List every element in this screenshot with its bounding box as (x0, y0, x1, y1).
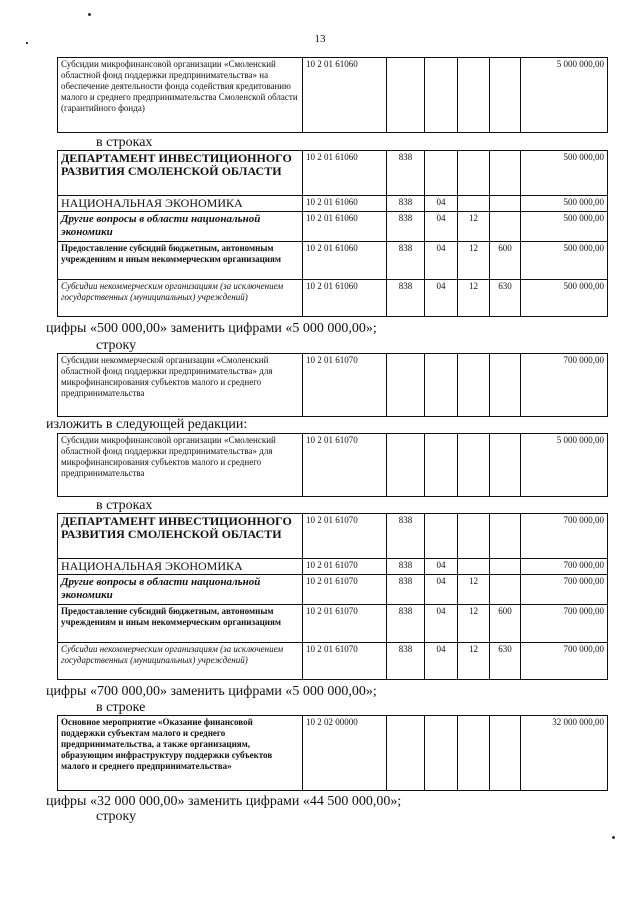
row-grbs: 838 (387, 242, 425, 280)
row-grbs (387, 58, 425, 133)
text-stroku: строку (96, 338, 137, 353)
page-number: 13 (314, 33, 326, 45)
row-pr (458, 196, 490, 212)
row-rz (425, 354, 458, 417)
table-row (58, 280, 608, 317)
text-replace-3: цифры «32 000 000,00» заменить цифрами «44 500 000,00»; (46, 794, 402, 809)
row-pr: 12 (458, 242, 490, 280)
scan-speck (612, 836, 615, 839)
row-pr: 12 (458, 212, 490, 242)
row-grbs: 838 (387, 559, 425, 575)
budget-table-3 (57, 353, 608, 417)
table-row (58, 212, 608, 242)
row-vr (490, 212, 521, 242)
row-pr: 12 (458, 280, 490, 317)
row-csr: 10 2 01 61060 (303, 151, 387, 196)
row-pr (458, 151, 490, 196)
row-csr: 10 2 01 61060 (303, 196, 387, 212)
table-row (58, 196, 608, 212)
row-grbs: 838 (387, 151, 425, 196)
row-pr (458, 559, 490, 575)
text-replace-1: цифры «500 000,00» заменить цифрами «5 000 000,00»; (46, 321, 377, 336)
budget-table-1 (57, 57, 608, 133)
row-pr (458, 716, 490, 791)
row-amount: 700 000,00 (521, 605, 608, 643)
row-amount: 500 000,00 (521, 212, 608, 242)
row-name: Субсидии некоммерческой организации «Смоленский областной фонд поддержки предпринимательства» для микрофинансирования субъектов малого и среднего предпринимательства (58, 354, 303, 417)
table-row (58, 575, 608, 605)
scan-speck (88, 13, 91, 16)
row-csr: 10 2 02 00000 (303, 716, 387, 791)
row-vr: 600 (490, 605, 521, 643)
budget-table-5 (57, 513, 608, 680)
row-csr: 10 2 01 61070 (303, 514, 387, 559)
row-csr: 10 2 01 61060 (303, 242, 387, 280)
row-grbs: 838 (387, 196, 425, 212)
row-vr (490, 514, 521, 559)
row-rz (425, 58, 458, 133)
row-csr: 10 2 01 61070 (303, 559, 387, 575)
budget-table-6 (57, 715, 608, 791)
table-row (58, 605, 608, 643)
text-v-strokah: в строках (96, 135, 153, 150)
table-row (58, 559, 608, 575)
row-name: Субсидии микрофинансовой организации «Смоленский областной фонд поддержки предпринимательства» на обеспечение деятельности фонда содействия кредитованию малого и среднего предпринимательства Смоленской области (гарантийного фонда) (58, 58, 303, 133)
row-amount: 5 000 000,00 (521, 58, 608, 133)
row-rz: 04 (425, 559, 458, 575)
row-amount: 500 000,00 (521, 242, 608, 280)
row-name: Субсидии микрофинансовой организации «Смоленский областной фонд поддержки предпринимательства» для микрофинансирования субъектов малого и среднего предпринимательства (58, 434, 303, 497)
row-vr (490, 434, 521, 497)
row-rz: 04 (425, 280, 458, 317)
row-vr (490, 559, 521, 575)
row-grbs (387, 434, 425, 497)
row-grbs: 838 (387, 514, 425, 559)
row-pr: 12 (458, 643, 490, 680)
row-pr: 12 (458, 605, 490, 643)
row-name: Субсидии некоммерческим организациям (за исключением государственных (муниципальных) учреждений) (58, 643, 303, 680)
row-amount: 700 000,00 (521, 559, 608, 575)
row-rz (425, 434, 458, 497)
row-name: ДЕПАРТАМЕНТ ИНВЕСТИЦИОННОГО РАЗВИТИЯ СМОЛЕНСКОЙ ОБЛАСТИ (58, 151, 303, 196)
row-name: Субсидии некоммерческим организациям (за исключением государственных (муниципальных) учреждений) (58, 280, 303, 317)
row-rz (425, 151, 458, 196)
row-grbs: 838 (387, 280, 425, 317)
row-name: ДЕПАРТАМЕНТ ИНВЕСТИЦИОННОГО РАЗВИТИЯ СМОЛЕНСКОЙ ОБЛАСТИ (58, 514, 303, 559)
row-rz (425, 716, 458, 791)
text-stroku: строку (96, 809, 137, 824)
row-csr: 10 2 01 61070 (303, 575, 387, 605)
row-pr (458, 514, 490, 559)
row-grbs: 838 (387, 212, 425, 242)
row-vr (490, 716, 521, 791)
row-csr: 10 2 01 61060 (303, 280, 387, 317)
row-amount: 5 000 000,00 (521, 434, 608, 497)
row-pr: 12 (458, 575, 490, 605)
budget-table-4 (57, 433, 608, 497)
row-amount: 700 000,00 (521, 575, 608, 605)
row-name: Предоставление субсидий бюджетным, автономным учреждениям и иным некоммерческим организациям (58, 242, 303, 280)
text-v-strokah: в строках (96, 498, 153, 513)
row-grbs: 838 (387, 575, 425, 605)
row-vr (490, 196, 521, 212)
text-izlozhit: изложить в следующей редакции: (46, 417, 248, 432)
row-vr (490, 151, 521, 196)
row-amount: 32 000 000,00 (521, 716, 608, 791)
row-name: НАЦИОНАЛЬНАЯ ЭКОНОМИКА (58, 559, 303, 575)
row-amount: 500 000,00 (521, 280, 608, 317)
row-amount: 500 000,00 (521, 151, 608, 196)
row-vr: 600 (490, 242, 521, 280)
row-name: Другие вопросы в области национальной экономики (58, 575, 303, 605)
row-pr (458, 58, 490, 133)
row-csr: 10 2 01 61070 (303, 434, 387, 497)
row-rz (425, 514, 458, 559)
row-csr: 10 2 01 61060 (303, 212, 387, 242)
row-rz: 04 (425, 212, 458, 242)
row-vr: 630 (490, 643, 521, 680)
row-vr (490, 575, 521, 605)
row-amount: 500 000,00 (521, 196, 608, 212)
row-name: НАЦИОНАЛЬНАЯ ЭКОНОМИКА (58, 196, 303, 212)
row-amount: 700 000,00 (521, 514, 608, 559)
text-replace-2: цифры «700 000,00» заменить цифрами «5 000 000,00»; (46, 684, 377, 699)
row-rz: 04 (425, 575, 458, 605)
table-row (58, 354, 608, 417)
table-row (58, 716, 608, 791)
table-row (58, 434, 608, 497)
row-pr (458, 434, 490, 497)
row-grbs: 838 (387, 643, 425, 680)
table-row (58, 643, 608, 680)
table-row (58, 58, 608, 133)
table-row (58, 514, 608, 559)
row-vr (490, 58, 521, 133)
row-name: Предоставление субсидий бюджетным, автономным учреждениям и иным некоммерческим организациям (58, 605, 303, 643)
row-amount: 700 000,00 (521, 643, 608, 680)
row-name: Основное мероприятие «Оказание финансовой поддержки субъектам малого и среднего предпринимательства, а также организациям, образующим инфраструктуру поддержки субъектов малого и среднего предпринимательства» (58, 716, 303, 791)
row-amount: 700 000,00 (521, 354, 608, 417)
row-vr (490, 354, 521, 417)
row-name: Другие вопросы в области национальной экономики (58, 212, 303, 242)
budget-table-2 (57, 150, 608, 317)
row-rz: 04 (425, 196, 458, 212)
row-csr: 10 2 01 61070 (303, 605, 387, 643)
row-rz: 04 (425, 643, 458, 680)
row-grbs: 838 (387, 605, 425, 643)
row-pr (458, 354, 490, 417)
row-grbs (387, 716, 425, 791)
row-rz: 04 (425, 242, 458, 280)
table-row (58, 242, 608, 280)
row-rz: 04 (425, 605, 458, 643)
row-grbs (387, 354, 425, 417)
row-csr: 10 2 01 61070 (303, 354, 387, 417)
row-csr: 10 2 01 61060 (303, 58, 387, 133)
row-csr: 10 2 01 61070 (303, 643, 387, 680)
text-v-stroke: в строке (96, 700, 146, 715)
row-vr: 630 (490, 280, 521, 317)
table-row (58, 151, 608, 196)
